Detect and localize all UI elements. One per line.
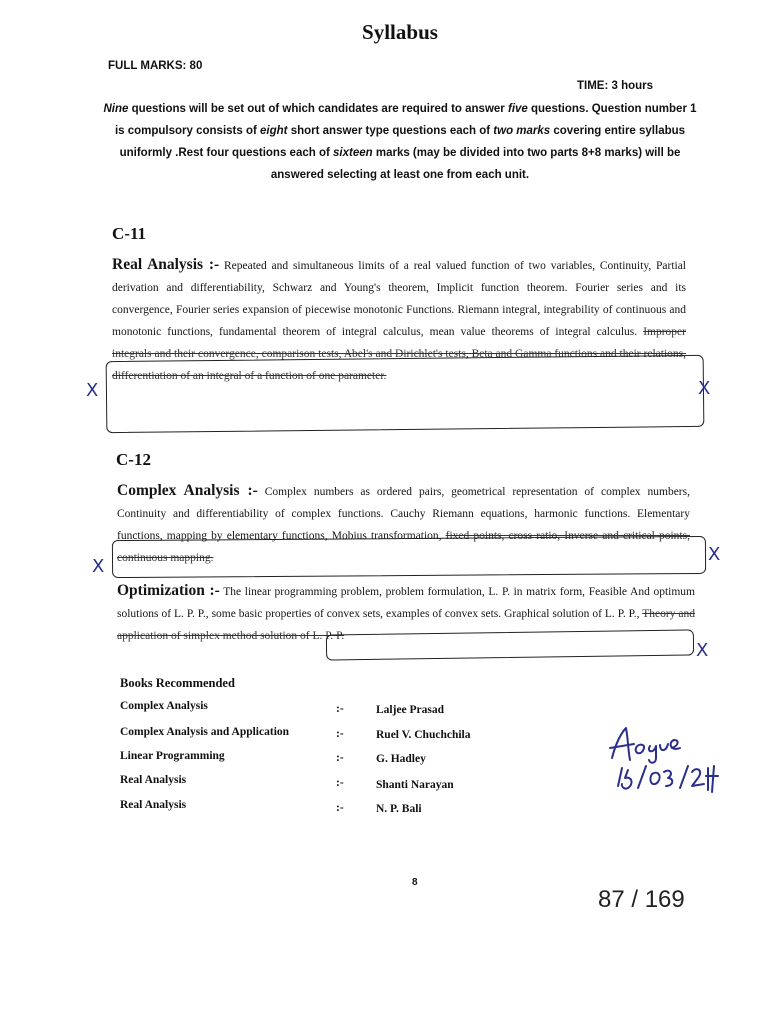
handwritten-x-right-3: X [696, 640, 709, 661]
instructions: Nine questions will be set out of which candidates are required to answer five questions. Question number 1 is compulsory consists of eight short answer type questions each of two marks covering entire syllabus uniformly .Rest four questions each of sixteen marks (may be divided into two parts 8+8 marks) will be answered selecting at least one from each unit. [103, 103, 697, 181]
handwritten-x-right-2: X [708, 544, 721, 565]
strike-box-real [106, 355, 705, 433]
real-analysis-title: Real Analysis :- [112, 256, 220, 273]
strike-box-optimization [326, 629, 694, 660]
complex-analysis-title: Complex Analysis :- [117, 482, 258, 499]
handwritten-x-right-1: X [698, 378, 711, 399]
page-counter: 87 / 169 [598, 886, 685, 913]
unit-c11-heading: C-11 [112, 224, 146, 243]
unit-c12-heading: C-12 [116, 450, 151, 469]
book-separator: :- [336, 802, 344, 814]
struck-text-real: Improper integrals and their convergence, comparison tests, Abel's and Dirichlet's tests, Beta and Gamma functions and their relations, differentiation of an integral of a function of one parameter. [112, 326, 686, 382]
book-name: Linear Programming [120, 750, 225, 762]
book-name: Complex Analysis and Application [120, 726, 290, 738]
word-five: five [507, 103, 528, 115]
handwritten-x-left-1: X [86, 380, 99, 401]
full-marks: FULL MARKS: 80 [108, 60, 203, 72]
book-author: Ruel V. Chuchchila [376, 729, 471, 741]
page-number: 8 [412, 877, 418, 888]
strike-box-complex [112, 536, 706, 578]
books-heading: Books Recommended [120, 676, 235, 690]
book-name: Complex Analysis [120, 700, 208, 712]
exam-time: TIME: 3 hours [577, 80, 654, 92]
real-analysis-paragraph: Real Analysis :- Repeated and simultaneous limits of a real valued function of two variables, Continuity, Partial derivation and differentiability, Schwarz and Young's theorem, Implicit function theorem. Fourier series and its convergence, Fourier series expansion of piecewise monotonic Functions. Riemann integral, integrability of continuous and monotonic functions, fundamental theorem of integral calculus, mean value theorems of integral calculus. Improper integrals and their convergence, comparison tests, Abel's and Dirichlet's tests, Beta and Gamma functions and their relations, differentiation of an integral of a function of one parameter. [112, 256, 687, 382]
struck-text-complex: fixed points, cross ratio, Inverse and critical points, continuous mapping. [117, 530, 690, 564]
book-name: Real Analysis [120, 799, 187, 811]
book-author: Shanti Narayan [376, 779, 454, 791]
signature [600, 718, 730, 808]
book-author: G. Hadley [376, 753, 426, 765]
book-separator: :- [336, 752, 344, 764]
complex-analysis-paragraph: Complex Analysis :- Complex numbers as ordered pairs, geometrical representation of complex numbers, Continuity and differentiability of complex functions. Cauchy Riemann equations, harmonic functions. Elementary functions, mapping by elementary functions, Mobius transformation, fixed points, cross ratio, Inverse and critical points, continuous mapping. [117, 482, 690, 564]
book-author: N. P. Bali [376, 803, 422, 815]
optimization-title: Optimization :- [117, 582, 220, 599]
book-separator: :- [336, 728, 344, 740]
optimization-paragraph: Optimization :- The linear programming problem, problem formulation, L. P. in matrix form, Feasible And optimum solutions of L. P. P., some basic properties of convex sets, examples of convex sets. Graphical solution of L. P. P., Theory and application of simplex method solution of L. P. P. [117, 582, 695, 642]
word-nine: Nine [103, 103, 129, 115]
handwritten-x-left-2: X [92, 556, 105, 577]
book-separator: :- [336, 777, 344, 789]
struck-text-optimization: Theory and application of simplex method solution of L. P. P. [117, 608, 695, 642]
book-name: Real Analysis [120, 774, 187, 786]
book-separator: :- [336, 703, 344, 715]
page-title: Syllabus [362, 20, 438, 44]
book-author: Laljee Prasad [376, 704, 445, 716]
